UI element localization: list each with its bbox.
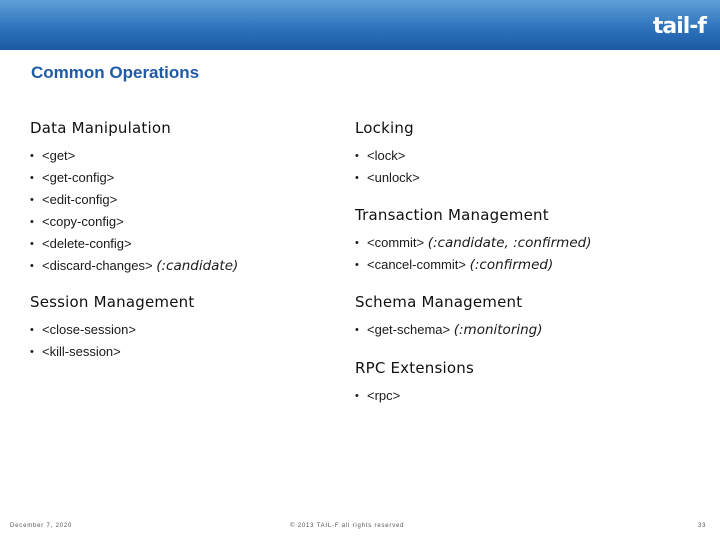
- data-manipulation-section: [30, 119, 238, 277]
- section-title: Locking: [355, 119, 414, 137]
- page-title: Common Operations: [31, 63, 200, 82]
- operation-name: <cancel-commit>: [367, 257, 466, 272]
- list-item: [355, 385, 474, 407]
- operation-name: <discard-changes>: [42, 258, 153, 273]
- section-title: Data Manipulation: [30, 119, 171, 137]
- section-title: Session Management: [30, 293, 195, 311]
- capability-note: (:candidate): [156, 258, 239, 274]
- list-item: [30, 167, 238, 189]
- operation-list: [355, 232, 591, 276]
- operation-name: <delete-config>: [42, 236, 132, 251]
- schema-management-section: [355, 293, 543, 341]
- operation-name: <get>: [42, 148, 76, 163]
- capability-note: (:monitoring): [453, 322, 543, 338]
- operation-name: <kill-session>: [42, 344, 121, 359]
- operation-name: <unlock>: [367, 170, 420, 185]
- operation-name: <lock>: [367, 148, 406, 163]
- footer-copyright: © 2013 TAIL-F all rights reserved: [290, 523, 405, 529]
- footer-page-number: 33: [698, 523, 707, 529]
- list-item: [30, 211, 238, 233]
- list-item: [355, 167, 420, 189]
- operation-name: <copy-config>: [42, 214, 124, 229]
- list-item: [30, 145, 238, 167]
- footer-date: December 7, 2020: [10, 523, 73, 529]
- list-item: [355, 232, 591, 254]
- operation-list: [30, 145, 238, 277]
- list-item: [30, 255, 238, 277]
- capability-note: (:confirmed): [469, 257, 554, 273]
- rpc-extensions-section: [355, 359, 474, 407]
- capability-note: (:candidate, :confirmed): [427, 235, 592, 251]
- tail-f-logo: tail-f: [652, 14, 706, 39]
- section-title: Schema Management: [355, 293, 523, 311]
- list-item: [30, 319, 194, 341]
- operation-name: <edit-config>: [42, 192, 118, 207]
- operation-list: [355, 385, 474, 407]
- list-item: [30, 233, 238, 255]
- operation-name: <get-schema>: [367, 322, 451, 337]
- session-management-section: [30, 293, 194, 363]
- header-bar: [0, 0, 720, 50]
- list-item: [30, 189, 238, 211]
- operation-list: [355, 319, 543, 341]
- operation-name: <commit>: [367, 235, 425, 250]
- section-title: Transaction Management: [355, 206, 549, 224]
- operation-name: <rpc>: [367, 388, 401, 403]
- section-title: RPC Extensions: [355, 359, 474, 377]
- list-item: [355, 319, 543, 341]
- operation-name: <close-session>: [42, 322, 136, 337]
- operation-list: [355, 145, 420, 189]
- operation-name: <get-config>: [42, 170, 115, 185]
- operation-list: [30, 319, 194, 363]
- list-item: [355, 254, 591, 276]
- transaction-management-section: [355, 206, 591, 276]
- locking-section: [355, 119, 420, 189]
- list-item: [355, 145, 420, 167]
- list-item: [30, 341, 194, 363]
